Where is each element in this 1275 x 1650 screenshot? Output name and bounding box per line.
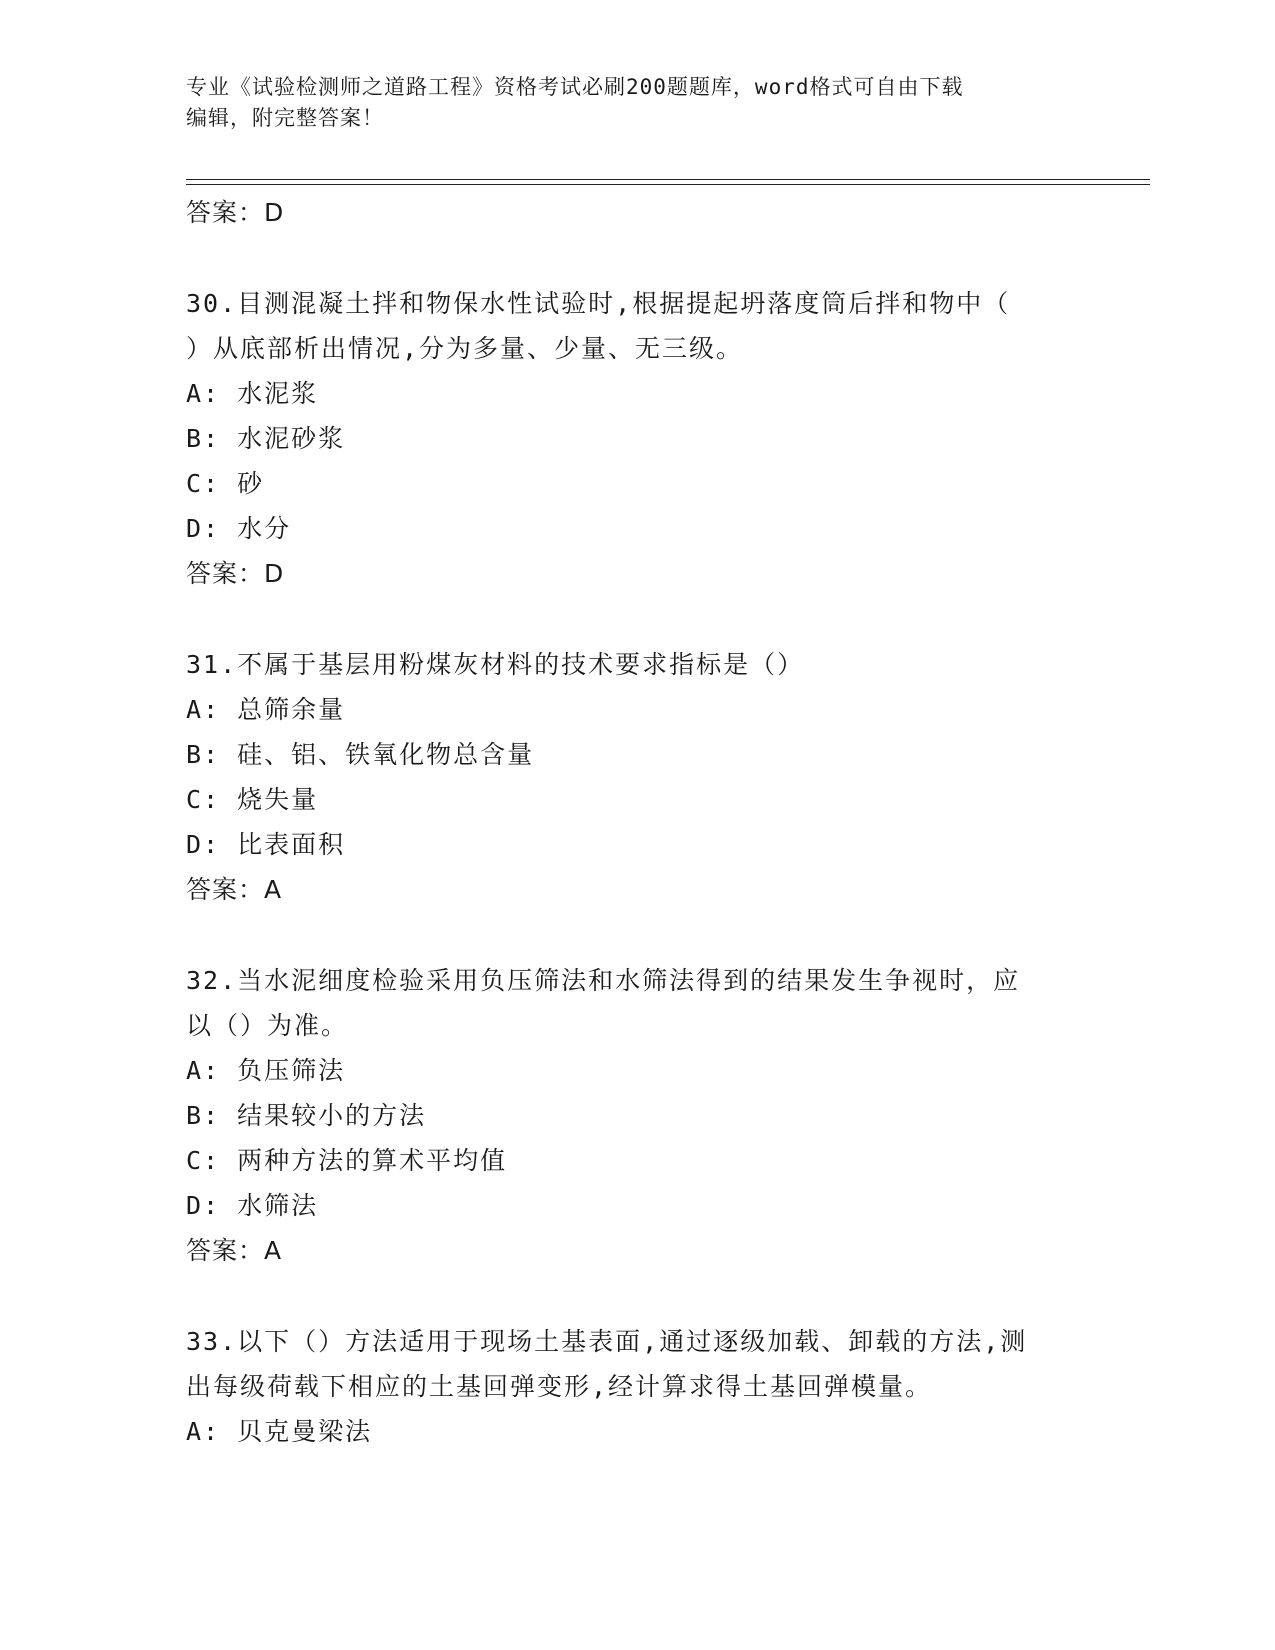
question-item <box>186 642 1096 912</box>
option-c: C: 砂 <box>186 469 265 498</box>
header-line-1: 专业《试验检测师之道路工程》资格考试必刷200题题库，word格式可自由下载 <box>186 75 964 99</box>
option-c: C: 两种方法的算术平均值 <box>186 1146 508 1175</box>
option-d: D: 比表面积 <box>186 830 346 859</box>
question-stem: 31.不属于基层用粉煤灰材料的技术要求指标是（） <box>186 650 805 679</box>
question-stem: 30.目测混凝土拌和物保水性试验时,根据提起坍落度筒后拌和物中（ <box>186 289 1011 318</box>
header-rule-bottom <box>186 184 1150 185</box>
answer-line: 答案：A <box>186 875 283 904</box>
answer-line: 答案：D <box>186 559 285 588</box>
document-header <box>186 72 1066 134</box>
question-stem: 出每级荷载下相应的土基回弹变形,经计算求得土基回弹模量。 <box>186 1372 933 1401</box>
answer-line: 答案：D <box>186 198 285 227</box>
header-line-2: 编辑，附完整答案！ <box>186 106 384 130</box>
option-b: B: 结果较小的方法 <box>186 1101 427 1130</box>
option-b: B: 水泥砂浆 <box>186 424 346 453</box>
option-d: D: 水筛法 <box>186 1191 319 1220</box>
question-stem: 33.以下（）方法适用于现场土基表面,通过逐级加载、卸载的方法,测 <box>186 1327 1028 1356</box>
option-a: A: 水泥浆 <box>186 379 319 408</box>
question-item <box>186 281 1096 596</box>
option-a: A: 总筛余量 <box>186 695 346 724</box>
answer-line: 答案：A <box>186 1236 283 1265</box>
question-item <box>186 958 1096 1273</box>
question-stem: 以（）为准。 <box>186 1011 349 1040</box>
question-list <box>186 190 1096 1454</box>
option-a: A: 贝克曼梁法 <box>186 1417 373 1446</box>
question-item <box>186 1319 1096 1454</box>
option-b: B: 硅、铝、铁氧化物总含量 <box>186 740 535 769</box>
header-rule-top <box>186 179 1150 180</box>
question-stem: ）从底部析出情况,分为多量、少量、无三级。 <box>186 334 744 363</box>
option-a: A: 负压筛法 <box>186 1056 346 1085</box>
question-stem: 32.当水泥细度检验采用负压筛法和水筛法得到的结果发生争视时，应 <box>186 966 1021 995</box>
option-d: D: 水分 <box>186 514 292 543</box>
option-c: C: 烧失量 <box>186 785 319 814</box>
